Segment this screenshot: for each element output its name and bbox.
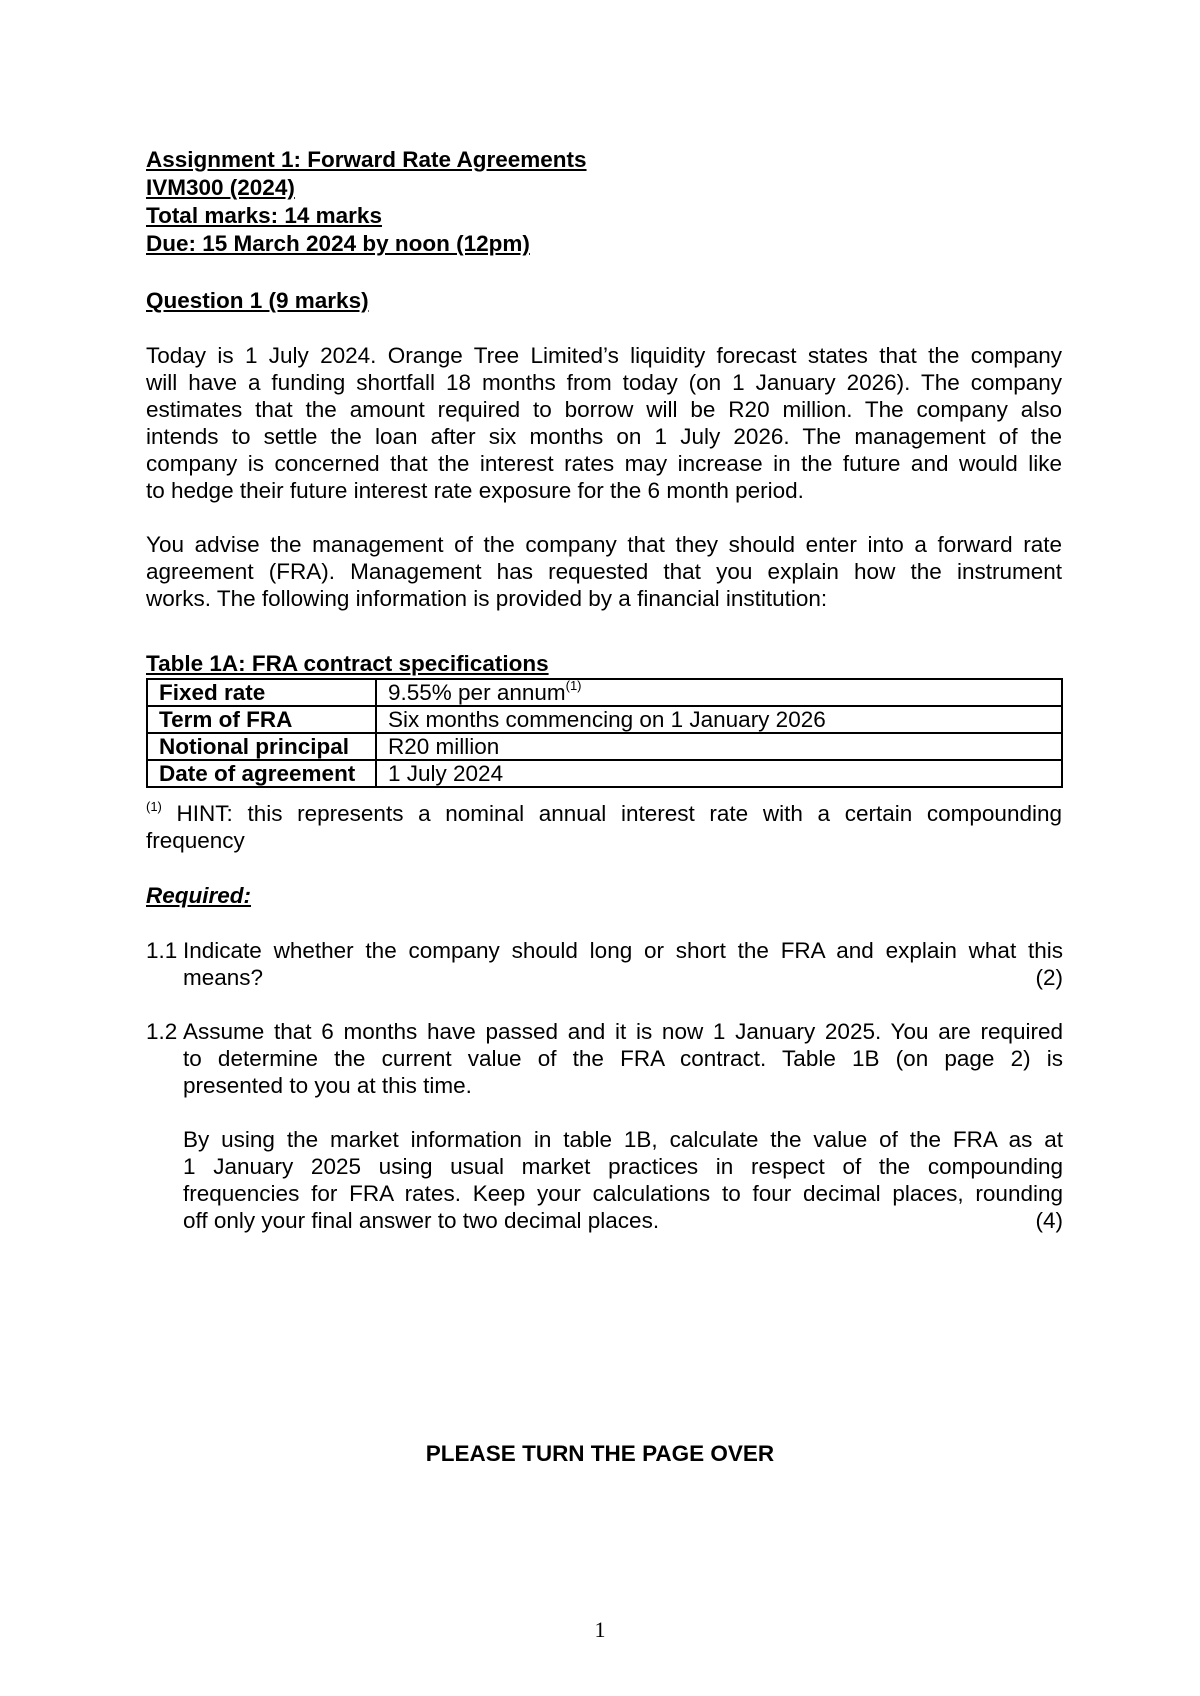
text-line: You advise the management of the company that they should enter into a forward rate: [146, 532, 1062, 557]
marks-label: (2): [1035, 965, 1063, 990]
table-key: Date of agreement: [147, 760, 376, 787]
table-row: [147, 679, 1062, 706]
text-line: to determine the current value of the FRA contract. Table 1B (on page 2) is: [183, 1046, 1063, 1071]
text-line: Assume that 6 months have passed and it is now 1 January 2025. You are required: [183, 1019, 1063, 1044]
question-text: off only your final answer to two decimal places.: [183, 1208, 660, 1233]
text-line: presented to you at this time.: [183, 1073, 472, 1098]
text-line: By using the market information in table 1B, calculate the value of the FRA as at: [183, 1127, 1063, 1152]
table-value: Six months commencing on 1 January 2026: [376, 706, 1062, 733]
text-line: [183, 964, 1063, 991]
text-line: intends to settle the loan after six months on 1 July 2026. The management of the: [146, 424, 1062, 449]
text-line: frequency: [146, 828, 245, 853]
question-1-2: [146, 1018, 1063, 1234]
text-line: 1 January 2025 using usual market practices in respect of the compounding: [183, 1154, 1063, 1179]
question-number: 1.2: [146, 1019, 178, 1044]
table-footnote: [146, 800, 1062, 854]
text-line: Today is 1 July 2024. Orange Tree Limited’s liquidity forecast states that the company: [146, 343, 1062, 368]
text-line: to hedge their future interest rate exposure for the 6 month period.: [146, 478, 804, 503]
text-line: will have a funding shortfall 18 months from today (on 1 January 2026). The company: [146, 370, 1062, 395]
table-row: [147, 706, 1062, 733]
footnote-marker: (1): [565, 677, 582, 693]
turn-page-note: PLEASE TURN THE PAGE OVER: [425, 1441, 775, 1466]
page-number: 1: [594, 1617, 606, 1642]
table-1a-title: Table 1A: FRA contract specifications: [146, 651, 549, 676]
question-number: 1.1: [146, 938, 178, 963]
text-line: [183, 1207, 1063, 1234]
hint-text: HINT: this represents a nominal annual interest rate with a certain compounding: [161, 801, 1062, 826]
table-row: [147, 733, 1062, 760]
table-row: [147, 760, 1062, 787]
text-line: Indicate whether the company should long or short the FRA and explain what this: [183, 938, 1063, 963]
question-text: means?: [183, 965, 264, 990]
question-1-paragraph-2: [146, 531, 1062, 612]
text-line: agreement (FRA). Management has requested that you explain how the instrument: [146, 559, 1062, 584]
question-1-1: [146, 937, 1063, 991]
due-date: Due: 15 March 2024 by noon (12pm): [146, 231, 530, 256]
question-1-title: Question 1 (9 marks): [146, 288, 369, 313]
footnote-marker: (1): [146, 798, 162, 814]
required-heading: Required:: [146, 883, 252, 908]
table-value: [376, 679, 1062, 706]
text-line: frequencies for FRA rates. Keep your calculations to four decimal places, rounding: [183, 1181, 1063, 1206]
table-value: 1 July 2024: [376, 760, 1062, 787]
fixed-rate-value: 9.55% per annum: [388, 680, 566, 705]
table-key: Term of FRA: [147, 706, 376, 733]
table-key: Notional principal: [147, 733, 376, 760]
question-1-paragraph-1: [146, 342, 1062, 504]
table-key: Fixed rate: [147, 679, 376, 706]
text-line: works. The following information is provided by a financial institution:: [146, 586, 828, 611]
assignment-title: Assignment 1: Forward Rate Agreements: [146, 147, 587, 172]
text-line: [146, 800, 1062, 827]
table-value: R20 million: [376, 733, 1062, 760]
text-line: company is concerned that the interest rates may increase in the future and would like: [146, 451, 1062, 476]
text-line: estimates that the amount required to borrow will be R20 million. The company also: [146, 397, 1062, 422]
course-code: IVM300 (2024): [146, 175, 295, 200]
assignment-header: [146, 146, 587, 258]
fra-spec-table: [146, 678, 1063, 788]
marks-label: (4): [1035, 1208, 1063, 1233]
total-marks: Total marks: 14 marks: [146, 203, 382, 228]
